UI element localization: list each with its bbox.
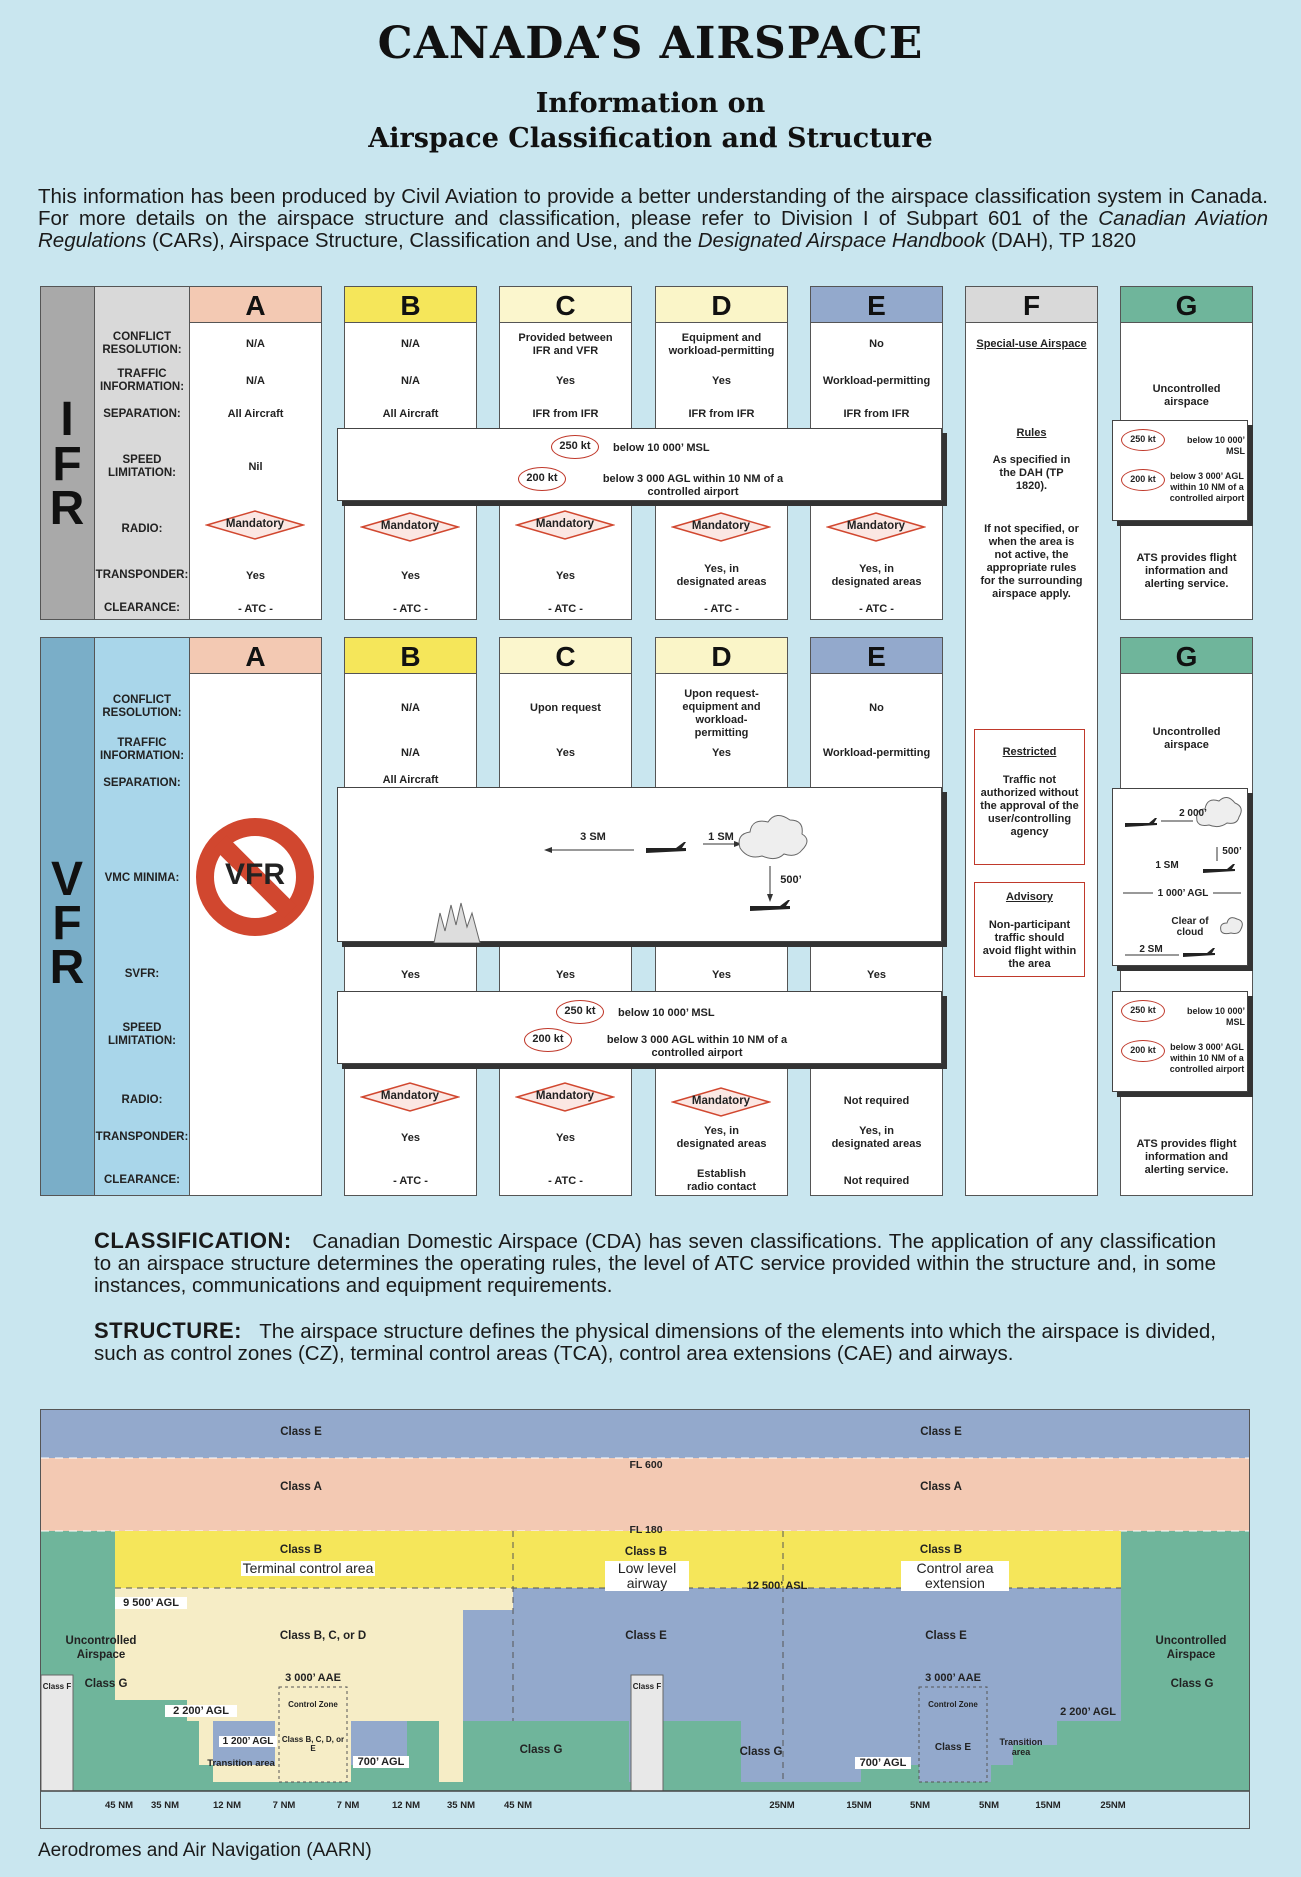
ifr-g-text-1: below 10 000’ MSL	[1186, 435, 1245, 456]
ifr-speed-text-1: below 10 000’ MSL	[613, 442, 710, 454]
vfr-d-traffic: Yes	[712, 747, 731, 759]
no-vfr-text: VFR	[225, 858, 285, 891]
ifr-label-transponder: TRANSPONDER:	[95, 569, 189, 581]
vfr-speed-text-2: below 3 000 AGL within 10 NM of a controlled airport	[606, 1034, 788, 1059]
ifr-a-transponder: Yes	[246, 570, 265, 582]
vfr-b-transponder: Yes	[401, 1132, 420, 1144]
ifr-speed-oval-250: 250 kt	[551, 435, 599, 459]
classification-paragraph: CLASSIFICATION: Canadian Domestic Airspace (CDA) has seven classifications. The application of any classification to an airspace structure determines the operating rules, the level of ATC service provided within the structure and, in some instances, communications and equipment requirements.	[94, 1228, 1216, 1297]
vfr-label-svfr: SVFR:	[124, 968, 160, 980]
ifr-g-oval-250: 250 kt	[1121, 429, 1165, 451]
ifr-b-radio-diamond: Mandatory	[360, 512, 460, 542]
ifr-b-conflict: N/A	[401, 338, 420, 350]
ifr-label-separation: SEPARATION:	[103, 408, 181, 420]
ifr-d-conflict: Equipment and workload-permitting	[668, 332, 775, 357]
ifr-column-a-header: A	[190, 287, 321, 323]
vfr-e-conflict: No	[869, 702, 884, 714]
ifr-b-transponder: Yes	[401, 570, 420, 582]
vfr-g-1000agl: 1 000’ AGL	[1153, 887, 1213, 900]
ifr-a-clearance: - ATC -	[238, 603, 273, 615]
vfr-column-c-header: C	[500, 638, 631, 674]
ifr-e-separation: IFR from IFR	[843, 408, 910, 420]
vfr-label-traffic: TRAFFIC INFORMATION:	[99, 737, 185, 762]
diagram-tick-label: 12 NM	[213, 1800, 241, 1811]
airplane-icon	[646, 842, 686, 853]
diagram-tick-label: 15NM	[1035, 1800, 1061, 1811]
ifr-g-speed-box	[1112, 420, 1248, 521]
vmc-3sm: 3 SM	[580, 831, 606, 843]
ifr-c-radio-diamond: Mandatory	[515, 510, 615, 540]
footer-credit: Aerodromes and Air Navigation (AARN)	[38, 1840, 372, 1861]
f-special-use: Special-use Airspace	[976, 338, 1087, 350]
no-vfr-icon	[196, 818, 314, 936]
diagram-tick-label: 25NM	[769, 1800, 795, 1811]
vfr-b-clearance: - ATC -	[393, 1175, 428, 1187]
vfr-label-conflict: CONFLICT RESOLUTION:	[102, 694, 182, 719]
f-restricted-box	[974, 729, 1085, 865]
ifr-column-a	[189, 286, 322, 620]
vfr-e-clearance: Not required	[843, 1175, 910, 1187]
vfr-column-b-header: B	[345, 638, 476, 674]
ifr-d-clearance: - ATC -	[704, 603, 739, 615]
vfr-label-radio: RADIO:	[121, 1094, 163, 1106]
vfr-d-radio-diamond: Mandatory	[671, 1087, 771, 1117]
ifr-letter-r: R	[49, 482, 85, 535]
ifr-column-b-header: B	[345, 287, 476, 323]
f-rules-title: Rules	[1016, 427, 1047, 439]
vfr-b-traffic: N/A	[401, 747, 420, 759]
vfr-label-speed: SPEED LIMITATION:	[108, 1022, 176, 1047]
ifr-b-separation: All Aircraft	[382, 408, 439, 420]
vmc-1sm: 1 SM	[708, 831, 734, 843]
ifr-c-conflict: Provided between IFR and VFR	[518, 332, 613, 357]
vfr-column-d-header: D	[656, 638, 787, 674]
f-not-specified: If not specified, or when the area is not active, the appropriate rules for the surrounding airspace apply.	[980, 523, 1083, 600]
ifr-d-radio-diamond: Mandatory	[671, 512, 771, 542]
diagram-tick-label: 45 NM	[504, 1800, 532, 1811]
vfr-speed-text-1: below 10 000’ MSL	[618, 1007, 715, 1019]
vfr-g-2sm: 2 SM	[1139, 944, 1163, 955]
vfr-c-traffic: Yes	[556, 747, 575, 759]
vfr-c-conflict: Upon request	[530, 702, 601, 714]
vfr-b-radio-diamond: Mandatory	[360, 1082, 460, 1112]
diagram-tick-label: 35 NM	[151, 1800, 179, 1811]
ifr-a-radio-diamond: Mandatory	[205, 510, 305, 540]
ifr-c-separation: IFR from IFR	[532, 408, 599, 420]
vfr-c-svfr: Yes	[556, 969, 575, 981]
f-advisory-text: Non-participant traffic should avoid flight within the area	[982, 919, 1077, 970]
vfr-g-clear-cloud: Clear of cloud	[1171, 916, 1209, 938]
ifr-b-clearance: - ATC -	[393, 603, 428, 615]
ifr-g-oval-200: 200 kt	[1121, 469, 1165, 491]
vfr-g-oval-250: 250 kt	[1121, 1000, 1165, 1022]
ifr-a-conflict: N/A	[246, 338, 265, 350]
ifr-e-transponder: Yes, in designated areas	[831, 563, 922, 588]
ifr-speed-text-2: below 3 000 AGL within 10 NM of a controlled airport	[602, 473, 784, 498]
diagram-tick-label: 35 NM	[447, 1800, 475, 1811]
vfr-g-ats: ATS provides flight information and alerting service.	[1136, 1138, 1237, 1176]
ifr-letter-i: I	[60, 393, 74, 446]
vfr-label-clearance: CLEARANCE:	[103, 1174, 181, 1186]
vfr-d-svfr: Yes	[712, 969, 731, 981]
f-advisory-box	[974, 882, 1085, 977]
ifr-label-speed: SPEED LIMITATION:	[108, 454, 176, 479]
ifr-e-traffic: Workload-permitting	[822, 375, 931, 387]
vfr-b-separation: All Aircraft	[382, 774, 439, 786]
page-title: CANADA’S AIRSPACE	[377, 18, 924, 69]
vfr-label-vmc: VMC MINIMA:	[104, 872, 180, 884]
ifr-e-clearance: - ATC -	[859, 603, 894, 615]
ifr-speed-limitation-box	[337, 428, 942, 501]
ifr-label-conflict: CONFLICT RESOLUTION:	[102, 331, 182, 356]
vfr-c-clearance: - ATC -	[548, 1175, 583, 1187]
ifr-column-e-header: E	[811, 287, 942, 323]
vfr-g-oval-200: 200 kt	[1121, 1040, 1165, 1062]
vfr-column-a	[189, 637, 322, 1196]
ifr-d-separation: IFR from IFR	[688, 408, 755, 420]
ifr-a-separation: All Aircraft	[227, 408, 284, 420]
f-advisory-title: Advisory	[1005, 891, 1054, 903]
diagram-tick-label: 5NM	[978, 1800, 1000, 1811]
cloud-icon	[739, 815, 807, 858]
ifr-c-traffic: Yes	[556, 375, 575, 387]
ifr-g-ats: ATS provides flight information and alerting service.	[1136, 552, 1237, 590]
mountain-icon	[434, 903, 480, 943]
airspace-structure-diagram: Class E Class E FL 600 Class A Class A FL 180 Class B Class B Class B Terminal control area Low level airway Control area extension 9 500’ AGL 12 500’ ASL Class B, C, or D Class E Class E Uncontrolled Airspace Uncontrolled Airspace Class G Class G Class F Class F 3 000’ AAE 3 000’ AAE Control Zone Control Zone Class B, C, D, or E Class E 2 200’ AGL 2 200’ AGL 1 200’ AGL Transition area Transition area 700’ AGL 700’ AGL Class G Class G 45 NM 35 NM 12 NM 7 NM 7 NM 12 NM 35 NM 45 NM 25NM 15NM 5NM 5NM 15NM 25NM	[40, 1409, 1250, 1829]
vfr-b-svfr: Yes	[401, 969, 420, 981]
vmc-500ft: 500’	[780, 874, 802, 886]
vfr-c-radio-diamond: Mandatory	[515, 1082, 615, 1112]
ifr-c-clearance: - ATC -	[548, 603, 583, 615]
vfr-label-transponder: TRANSPONDER:	[95, 1131, 189, 1143]
diagram-tick-label: 15NM	[846, 1800, 872, 1811]
vfr-letter-r: R	[49, 941, 85, 994]
ifr-speed-oval-200: 200 kt	[518, 467, 566, 491]
vfr-g-2000ft: 2 000’	[1179, 808, 1207, 819]
structure-paragraph: STRUCTURE: The airspace structure defines the physical dimensions of the elements into which the airspace is divided, such as control zones (CZ), terminal control areas (TCA), control area extensions (CAE) and airways.	[94, 1318, 1216, 1365]
vfr-speed-oval-200: 200 kt	[524, 1028, 572, 1052]
column-f-header: F	[966, 287, 1097, 323]
vfr-column-g-header: G	[1121, 638, 1252, 674]
ifr-a-traffic: N/A	[246, 375, 265, 387]
vfr-column-a-header: A	[190, 638, 321, 674]
ifr-a-speed: Nil	[248, 461, 263, 473]
vfr-b-conflict: N/A	[401, 702, 420, 714]
ifr-g-text-2: below 3 000’ AGL within 10 NM of a controlled airport	[1169, 471, 1245, 503]
f-restricted-text: Traffic not authorized without the approval of the user/controlling agency	[980, 774, 1079, 838]
diagram-tick-label: 45 NM	[105, 1800, 133, 1811]
vfr-g-uncontrolled: Uncontrolled airspace	[1152, 726, 1221, 751]
ifr-d-transponder: Yes, in designated areas	[676, 563, 767, 588]
subtitle-line-1: Information on	[535, 88, 766, 119]
ifr-label-radio: RADIO:	[121, 523, 163, 535]
ifr-c-transponder: Yes	[556, 570, 575, 582]
vfr-g-1sm: 1 SM	[1155, 860, 1179, 871]
intro-paragraph: This information has been produced by Civil Aviation to provide a better understanding of the airspace classification system in Canada. For more details on the airspace structure and classification, please refer to Division I of Subpart 601 of the Canadian Aviation Regulations (CARs), Airspace Structure, Classification and Use, and the Designated Airspace Handbook (DAH), TP 1820	[38, 185, 1268, 252]
vfr-g-vmc-box	[1112, 788, 1248, 966]
ifr-e-radio-diamond: Mandatory	[826, 512, 926, 542]
vfr-label-separation: SEPARATION:	[103, 777, 181, 789]
vfr-e-traffic: Workload-permitting	[822, 747, 931, 759]
f-restricted-title: Restricted	[1002, 746, 1057, 758]
diagram-tick-label: 12 NM	[392, 1800, 420, 1811]
vmc-minima-illustration	[338, 788, 943, 943]
vfr-e-svfr: Yes	[867, 969, 886, 981]
diagram-tick-label: 7 NM	[272, 1800, 296, 1811]
vfr-vmc-minima-box	[337, 787, 942, 942]
vfr-g-text-2: below 3 000’ AGL within 10 NM of a controlled airport	[1169, 1042, 1245, 1074]
ifr-label-clearance: CLEARANCE:	[103, 602, 181, 614]
ifr-column-g-header: G	[1121, 287, 1252, 323]
ifr-d-traffic: Yes	[712, 375, 731, 387]
subtitle-line-2: Airspace Classification and Structure	[368, 123, 933, 154]
vfr-g-500ft: 500’	[1222, 846, 1242, 857]
vfr-c-transponder: Yes	[556, 1132, 575, 1144]
vfr-d-transponder: Yes, in designated areas	[676, 1125, 767, 1150]
vfr-letter-f: F	[52, 897, 82, 950]
vfr-d-conflict: Upon request- equipment and workload-permitting	[682, 688, 761, 739]
ifr-letter-f: F	[52, 438, 82, 491]
vfr-speed-oval-250: 250 kt	[556, 1000, 604, 1024]
vfr-label-column	[94, 637, 190, 1196]
ifr-label-traffic: TRAFFIC INFORMATION:	[99, 368, 185, 393]
ifr-column-c-header: C	[500, 287, 631, 323]
diagram-tick-label: 7 NM	[336, 1800, 360, 1811]
diagram-tick-label: 5NM	[909, 1800, 931, 1811]
ifr-g-uncontrolled: Uncontrolled airspace	[1152, 383, 1221, 408]
ifr-column-d-header: D	[656, 287, 787, 323]
vfr-letter-v: V	[50, 853, 83, 906]
vfr-d-clearance: Establish radio contact	[686, 1168, 757, 1193]
ifr-e-conflict: No	[869, 338, 884, 350]
ifr-b-traffic: N/A	[401, 375, 420, 387]
f-rules-text: As specified in the DAH (TP 1820).	[992, 454, 1071, 492]
diagram-tick-label: 25NM	[1100, 1800, 1126, 1811]
vfr-g-speed-box	[1112, 991, 1248, 1092]
vfr-speed-limitation-box	[337, 991, 942, 1064]
vfr-e-radio: Not required	[843, 1095, 910, 1107]
vfr-column-e-header: E	[811, 638, 942, 674]
vfr-g-text-1: below 10 000’ MSL	[1186, 1006, 1245, 1027]
vfr-e-transponder: Yes, in designated areas	[831, 1125, 922, 1150]
